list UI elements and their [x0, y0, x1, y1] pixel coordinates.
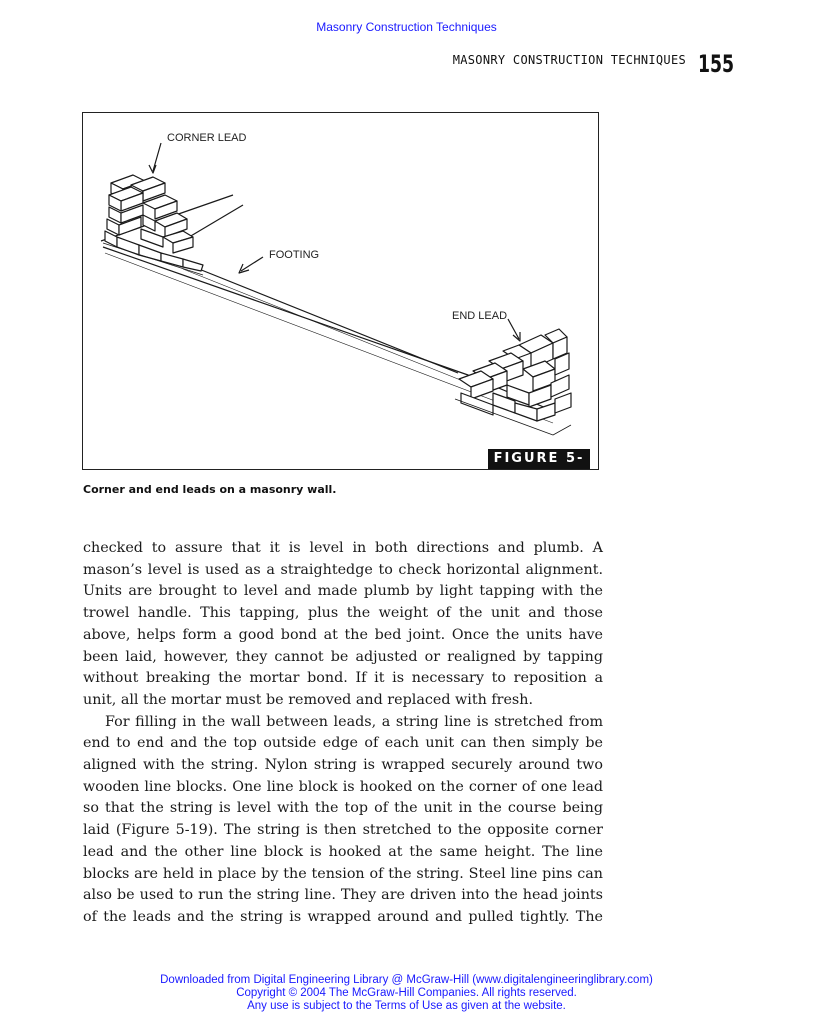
text-line: wooden line blocks. One line block is hooked on the corner of one lead — [83, 778, 603, 795]
figure — [82, 112, 599, 486]
label-footing: FOOTING — [269, 249, 320, 261]
text-line: mason’s level is used as a straightedge to check horizontal alignment. — [83, 561, 603, 578]
masonry-illustration — [83, 113, 600, 471]
page-number: 155 — [698, 50, 735, 78]
text-line: checked to assure that it is level in both directions and plumb. A — [83, 540, 603, 556]
footing-line — [105, 253, 553, 423]
footing-line — [183, 269, 463, 381]
text-line: also be used to run the string line. They are driven into the head joints — [83, 887, 603, 904]
body-text — [83, 538, 603, 929]
text-line: without breaking the mortar bond. If it is necessary to reposition a — [83, 670, 603, 687]
footer-download-link[interactable]: Downloaded from Digital Engineering Library @ McGraw-Hill (www.digitalengineeringlibrary.com) — [160, 974, 653, 986]
leader-footing — [241, 257, 263, 271]
text-line: been laid, however, they cannot be adjusted or realigned by tapping — [83, 648, 603, 665]
footing-line — [179, 261, 458, 373]
text-line: laid (Figure 5-19). The string is then stretched to the opposite corner — [83, 822, 603, 839]
running-head: MASONRY CONSTRUCTION TECHNIQUES — [452, 53, 686, 67]
text-line: lead and the other line block is hooked at the same height. The line — [83, 843, 603, 860]
corner-lead-bricks — [105, 175, 203, 271]
leader-corner-lead-arrow — [149, 165, 156, 173]
label-end-lead: END LEAD — [452, 310, 508, 322]
text-line: end to end and the top outside edge of each unit can then simply be — [83, 735, 603, 752]
figure-caption: Corner and end leads on a masonry wall. — [83, 483, 337, 496]
text-line: For filling in the wall between leads, a string line is stretched from — [105, 713, 603, 730]
footer-copyright: Copyright © 2004 The McGraw-Hill Companies. All rights reserved. — [236, 987, 577, 999]
leader-corner-lead — [153, 143, 161, 171]
end-lead-bricks — [459, 329, 571, 421]
label-corner-lead: CORNER LEAD — [167, 132, 247, 144]
text-line: blocks are held in place by the tension of the string. Steel line pins can — [83, 865, 603, 882]
figure-number: FIGURE 5-18 — [488, 449, 590, 469]
footer-terms: Any use is subject to the Terms of Use as given at the website. — [247, 1000, 566, 1012]
top-link[interactable]: Masonry Construction Techniques — [316, 20, 497, 34]
text-line: Units are brought to level and made plumb by light tapping with the — [83, 583, 603, 600]
text-line: of the leads and the string is wrapped around and pulled tightly. The — [83, 908, 603, 925]
footer — [0, 974, 813, 1013]
text-line: aligned with the string. Nylon string is wrapped securely around two — [83, 757, 603, 774]
text-line: so that the string is level with the top of the unit in the course being — [83, 800, 603, 817]
text-line: above, helps form a good bond at the bed joint. Once the units have — [83, 626, 603, 643]
text-line: unit, all the mortar must be removed and replaced with fresh. — [83, 691, 534, 708]
text-line: trowel handle. This tapping, plus the weight of the unit and those — [83, 605, 603, 622]
